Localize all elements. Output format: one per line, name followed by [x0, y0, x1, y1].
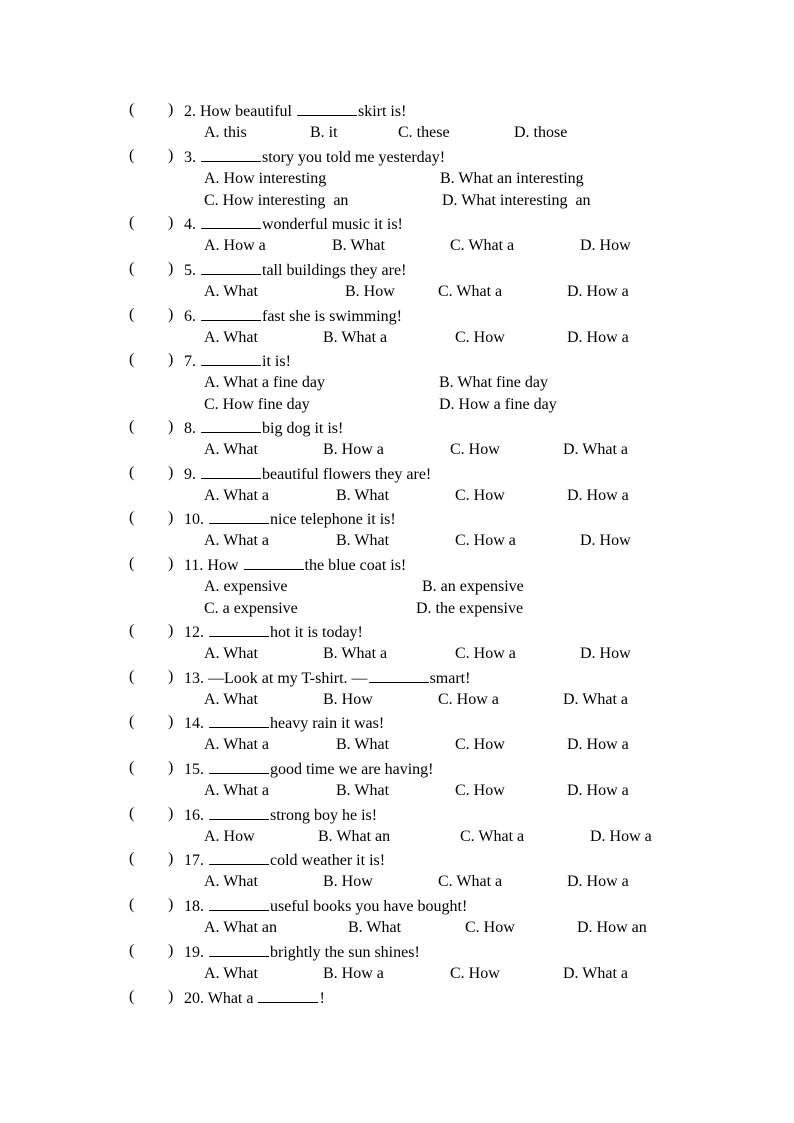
question-stem: [184, 849, 385, 871]
answer-paren-open: (: [129, 509, 135, 526]
answer-blank[interactable]: [209, 804, 269, 820]
answer-paren-open: (: [129, 101, 135, 118]
answer-blank[interactable]: [201, 305, 261, 321]
answer-blank[interactable]: [209, 712, 269, 728]
answer-paren-open: (: [129, 850, 135, 867]
answer-paren-close: ): [168, 988, 174, 1005]
question-stem: [184, 417, 343, 439]
question-stem: [184, 100, 406, 122]
question-number: 10.: [184, 511, 204, 528]
answer-paren-open: (: [129, 260, 135, 277]
option-choice[interactable]: A. How interesting: [204, 169, 327, 187]
question-text-pre: How beautiful: [200, 103, 296, 120]
answer-blank[interactable]: [209, 849, 269, 865]
answer-paren-open: (: [129, 668, 135, 685]
option-choice[interactable]: D. How an: [577, 918, 647, 936]
answer-paren-close: ): [168, 509, 174, 526]
question-number: 11.: [184, 557, 204, 574]
question-number: 18.: [184, 898, 204, 915]
question-text-post: nice telephone it is!: [270, 511, 396, 528]
option-choice[interactable]: C. How a: [455, 531, 516, 549]
answer-paren-open: (: [129, 555, 135, 572]
option-choice[interactable]: D. How a: [567, 328, 629, 346]
question-stem: [184, 259, 406, 281]
option-choice[interactable]: B. How a: [323, 964, 384, 982]
question-text-post: !: [319, 990, 325, 1007]
option-choice[interactable]: D. How: [580, 531, 631, 549]
option-choice[interactable]: A. expensive: [204, 577, 288, 595]
question-stem: [184, 758, 434, 780]
answer-paren-open: (: [129, 464, 135, 481]
question-text-pre: How: [207, 557, 243, 574]
option-choice[interactable]: A. What an: [204, 918, 278, 936]
option-choice[interactable]: C. How: [455, 735, 505, 753]
answer-blank[interactable]: [201, 463, 261, 479]
question-text-post: good time we are having!: [270, 761, 434, 778]
answer-paren-close: ): [168, 260, 174, 277]
answer-paren-open: (: [129, 896, 135, 913]
answer-paren-close: ): [168, 622, 174, 639]
option-choice[interactable]: A. What a: [204, 781, 270, 799]
question-stem: [184, 305, 402, 327]
option-choice[interactable]: B. How: [323, 690, 373, 708]
answer-blank[interactable]: [297, 100, 357, 116]
option-choice[interactable]: D. What interesting an: [442, 192, 591, 209]
question-stem: [184, 508, 396, 530]
answer-paren-open: (: [129, 942, 135, 959]
option-choice[interactable]: B. How a: [323, 440, 384, 458]
option-choice[interactable]: D. What a: [563, 964, 629, 982]
question-text-post: strong boy he is!: [270, 807, 378, 824]
option-choice[interactable]: D. How: [580, 644, 631, 662]
option-choice[interactable]: C. What a: [438, 872, 503, 890]
question-number: 20.: [184, 990, 204, 1007]
answer-paren-close: ): [168, 942, 174, 959]
question-text-post: fast she is swimming!: [262, 308, 402, 325]
answer-paren-open: (: [129, 418, 135, 435]
option-choice[interactable]: A. What a: [204, 486, 270, 504]
option-choice[interactable]: A. this: [204, 123, 247, 141]
question-text-post: heavy rain it was!: [270, 715, 385, 732]
question-number: 13.: [184, 670, 204, 687]
answer-paren-open: (: [129, 622, 135, 639]
answer-blank[interactable]: [209, 941, 269, 957]
question-text-post: beautiful flowers they are!: [262, 466, 432, 483]
option-choice[interactable]: C. How fine day: [204, 396, 310, 413]
answer-paren-close: ): [168, 713, 174, 730]
option-choice[interactable]: A. What: [204, 282, 258, 300]
option-choice[interactable]: D. How a: [567, 781, 629, 799]
question-number: 5.: [184, 262, 196, 279]
option-choice[interactable]: B. How: [345, 282, 395, 300]
answer-paren-open: (: [129, 805, 135, 822]
question-text-post: brightly the sun shines!: [270, 944, 420, 961]
option-choice[interactable]: A. What: [204, 690, 258, 708]
option-choice[interactable]: D. How a: [590, 827, 652, 845]
option-choice[interactable]: C. What a: [438, 282, 503, 300]
answer-paren-close: ): [168, 668, 174, 685]
option-choice[interactable]: A. What: [204, 872, 258, 890]
option-choice[interactable]: D. those: [514, 123, 568, 141]
question-number: 15.: [184, 761, 204, 778]
question-stem: [184, 987, 325, 1009]
answer-paren-open: (: [129, 147, 135, 164]
option-choice[interactable]: B. What: [336, 486, 390, 504]
option-choice[interactable]: C. How a: [438, 690, 499, 708]
answer-paren-open: (: [129, 214, 135, 231]
answer-paren-close: ): [168, 464, 174, 481]
answer-blank[interactable]: [369, 667, 429, 683]
option-choice[interactable]: D. the expensive: [416, 600, 524, 617]
option-choice[interactable]: B. an expensive: [422, 577, 524, 595]
option-choice[interactable]: C. How: [465, 918, 515, 936]
option-choice[interactable]: C. How a: [455, 644, 516, 662]
answer-paren-close: ): [168, 555, 174, 572]
question-text-pre: —Look at my T-shirt. —: [208, 670, 368, 687]
option-choice[interactable]: B. What fine day: [439, 373, 549, 391]
question-number: 19.: [184, 944, 204, 961]
option-choice[interactable]: B. What: [336, 531, 390, 549]
answer-paren-open: (: [129, 306, 135, 323]
question-number: 3.: [184, 149, 196, 166]
option-choice[interactable]: C. What a: [460, 827, 525, 845]
option-choice[interactable]: C. these: [398, 123, 450, 141]
question-text-post: useful books you have bought!: [270, 898, 468, 915]
question-number: 9.: [184, 466, 196, 483]
answer-blank[interactable]: [209, 758, 269, 774]
option-choice[interactable]: C. How: [450, 440, 500, 458]
option-choice[interactable]: A. How: [204, 827, 255, 845]
option-choice[interactable]: B. What: [332, 236, 386, 254]
option-choice[interactable]: D. How a: [567, 872, 629, 890]
option-choice[interactable]: A. What a: [204, 735, 270, 753]
question-number: 17.: [184, 852, 204, 869]
question-text-post: story you told me yesterday!: [262, 149, 446, 166]
question-number: 7.: [184, 353, 196, 370]
answer-blank[interactable]: [201, 417, 261, 433]
answer-blank[interactable]: [209, 621, 269, 637]
option-choice[interactable]: B. What: [348, 918, 402, 936]
option-choice[interactable]: C. How: [455, 328, 505, 346]
option-choice[interactable]: A. What a: [204, 531, 270, 549]
option-choice[interactable]: A. What: [204, 440, 258, 458]
answer-blank[interactable]: [258, 987, 318, 1003]
question-text-post: hot it is today!: [270, 624, 363, 641]
option-choice[interactable]: C. How: [455, 781, 505, 799]
question-text-post: cold weather it is!: [270, 852, 386, 869]
question-text-post: wonderful music it is!: [262, 216, 403, 233]
option-choice[interactable]: D. How a: [567, 282, 629, 300]
option-choice[interactable]: D. How a: [567, 486, 629, 504]
question-stem: [184, 712, 384, 734]
question-text-post: big dog it is!: [262, 420, 344, 437]
answer-blank[interactable]: [244, 554, 304, 570]
answer-blank[interactable]: [209, 508, 269, 524]
question-number: 12.: [184, 624, 204, 641]
question-number: 4.: [184, 216, 196, 233]
question-stem: [184, 941, 420, 963]
option-choice[interactable]: D. What a: [563, 440, 629, 458]
option-choice[interactable]: A. How a: [204, 236, 266, 254]
option-choice[interactable]: B. How: [323, 872, 373, 890]
question-number: 16.: [184, 807, 204, 824]
answer-blank[interactable]: [201, 146, 261, 162]
answer-paren-close: ): [168, 805, 174, 822]
option-choice[interactable]: D. How a fine day: [439, 396, 557, 413]
answer-paren-close: ): [168, 351, 174, 368]
question-stem: [184, 350, 291, 372]
question-number: 2.: [184, 103, 196, 120]
question-text-post: smart!: [429, 670, 471, 687]
option-choice[interactable]: A. What: [204, 328, 258, 346]
option-choice[interactable]: B. What: [336, 735, 390, 753]
option-choice[interactable]: B. What an: [318, 827, 391, 845]
question-text-post: the blue coat is!: [304, 557, 407, 574]
answer-paren-open: (: [129, 351, 135, 368]
question-text-pre: What a: [207, 990, 258, 1007]
question-text-post: it is!: [262, 353, 291, 370]
option-choice[interactable]: B. What: [336, 781, 390, 799]
answer-paren-close: ): [168, 759, 174, 776]
option-choice[interactable]: C. a expensive: [204, 600, 298, 617]
option-choice[interactable]: B. What a: [323, 328, 388, 346]
option-choice[interactable]: D. How: [580, 236, 631, 254]
answer-paren-open: (: [129, 713, 135, 730]
question-stem: [184, 895, 467, 917]
question-stem: [184, 621, 363, 643]
option-choice[interactable]: A. What: [204, 644, 258, 662]
question-stem: [184, 804, 377, 826]
question-number: 8.: [184, 420, 196, 437]
option-choice[interactable]: C. How: [450, 964, 500, 982]
answer-paren-close: ): [168, 850, 174, 867]
answer-blank[interactable]: [201, 259, 261, 275]
option-choice[interactable]: A. What: [204, 964, 258, 982]
answer-paren-close: ): [168, 101, 174, 118]
answer-blank[interactable]: [201, 350, 261, 366]
answer-paren-open: (: [129, 988, 135, 1005]
answer-paren-close: ): [168, 896, 174, 913]
answer-blank[interactable]: [209, 895, 269, 911]
question-stem: [184, 213, 403, 235]
question-stem: [184, 667, 470, 689]
question-stem: [184, 146, 445, 168]
question-text-post: tall buildings they are!: [262, 262, 407, 279]
option-choice[interactable]: C. How: [455, 486, 505, 504]
question-stem: [184, 554, 406, 576]
question-number: 6.: [184, 308, 196, 325]
question-text-post: skirt is!: [357, 103, 407, 120]
option-choice[interactable]: C. What a: [450, 236, 515, 254]
option-choice[interactable]: D. What a: [563, 690, 629, 708]
option-choice[interactable]: C. How interesting an: [204, 192, 349, 209]
option-choice[interactable]: B. What a: [323, 644, 388, 662]
answer-paren-close: ): [168, 214, 174, 231]
answer-paren-close: ): [168, 306, 174, 323]
option-choice[interactable]: B. it: [310, 123, 338, 141]
answer-paren-close: ): [168, 418, 174, 435]
question-stem: [184, 463, 431, 485]
option-choice[interactable]: D. How a: [567, 735, 629, 753]
answer-blank[interactable]: [201, 213, 261, 229]
answer-paren-close: ): [168, 147, 174, 164]
option-choice[interactable]: B. What an interesting: [440, 169, 584, 187]
answer-paren-open: (: [129, 759, 135, 776]
question-number: 14.: [184, 715, 204, 732]
option-choice[interactable]: A. What a fine day: [204, 373, 325, 391]
